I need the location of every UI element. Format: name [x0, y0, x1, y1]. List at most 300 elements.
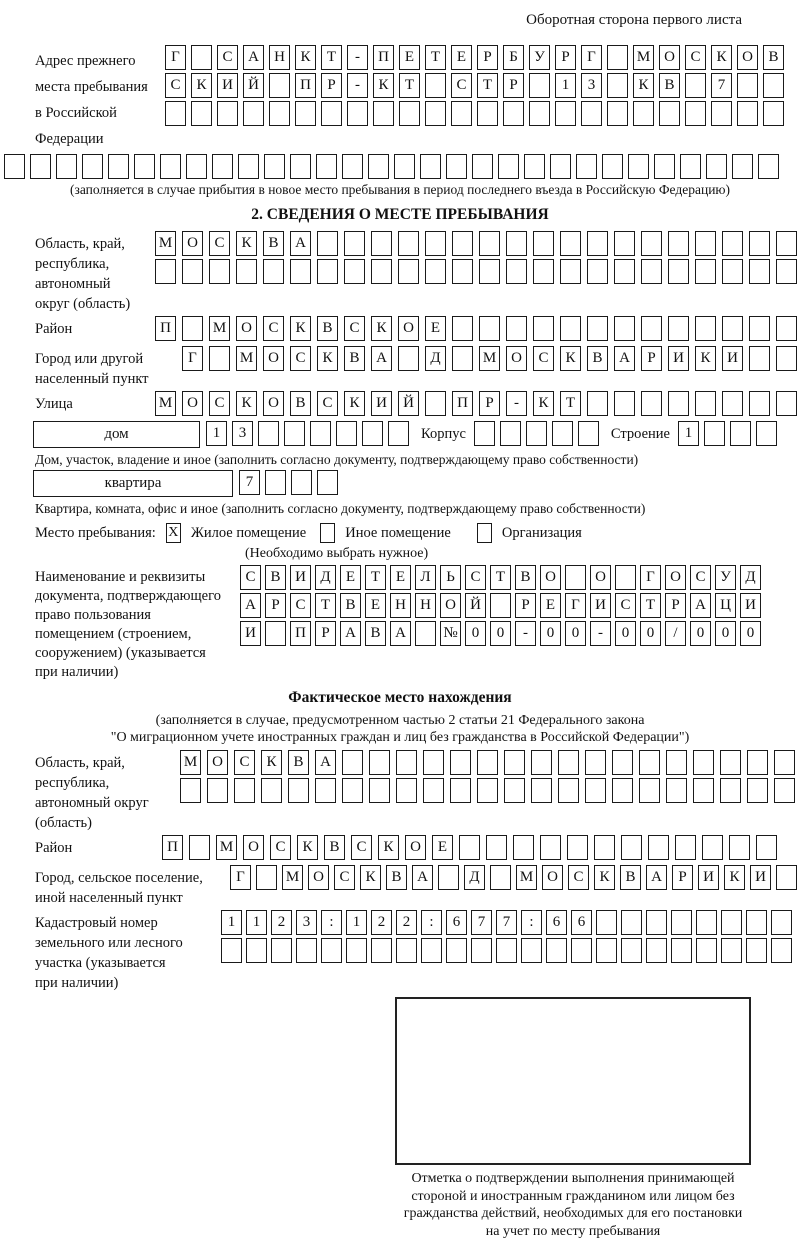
char-box[interactable]	[578, 421, 599, 446]
char-box[interactable]	[371, 231, 392, 256]
char-box[interactable]	[310, 421, 331, 446]
char-box[interactable]	[533, 231, 554, 256]
char-box[interactable]: В	[265, 565, 286, 590]
char-box[interactable]: В	[324, 835, 345, 860]
char-box[interactable]: С	[685, 45, 706, 70]
char-box[interactable]: 1	[221, 910, 242, 935]
char-box[interactable]	[446, 154, 467, 179]
char-box[interactable]: М	[236, 346, 257, 371]
char-box[interactable]	[565, 565, 586, 590]
char-box[interactable]: Г	[640, 565, 661, 590]
char-box[interactable]	[612, 750, 633, 775]
char-box[interactable]: В	[317, 316, 338, 341]
char-box[interactable]	[56, 154, 77, 179]
char-box[interactable]	[533, 259, 554, 284]
char-box[interactable]: О	[542, 865, 563, 890]
char-box[interactable]: О	[263, 346, 284, 371]
char-box[interactable]: Г	[230, 865, 251, 890]
char-box[interactable]	[180, 778, 201, 803]
char-box[interactable]: С	[209, 231, 230, 256]
char-box[interactable]: 0	[640, 621, 661, 646]
char-box[interactable]: К	[290, 316, 311, 341]
char-box[interactable]	[732, 154, 753, 179]
char-box[interactable]: К	[724, 865, 745, 890]
char-box[interactable]	[596, 938, 617, 963]
char-box[interactable]: М	[633, 45, 654, 70]
char-box[interactable]	[721, 938, 742, 963]
char-box[interactable]	[776, 316, 797, 341]
char-box[interactable]: О	[659, 45, 680, 70]
char-box[interactable]: :	[521, 910, 542, 935]
char-box[interactable]: О	[737, 45, 758, 70]
char-box[interactable]	[506, 316, 527, 341]
char-box[interactable]: Е	[340, 565, 361, 590]
char-box[interactable]	[774, 778, 795, 803]
char-box[interactable]	[571, 938, 592, 963]
char-box[interactable]	[615, 565, 636, 590]
char-box[interactable]: И	[722, 346, 743, 371]
char-box[interactable]	[529, 73, 550, 98]
char-box[interactable]: Г	[182, 346, 203, 371]
char-box[interactable]: Н	[390, 593, 411, 618]
char-box[interactable]	[680, 154, 701, 179]
char-box[interactable]: А	[240, 593, 261, 618]
char-box[interactable]: У	[529, 45, 550, 70]
char-box[interactable]: 1	[246, 910, 267, 935]
char-box[interactable]: 7	[711, 73, 732, 98]
char-box[interactable]	[749, 391, 770, 416]
char-box[interactable]: 0	[565, 621, 586, 646]
char-box[interactable]: А	[412, 865, 433, 890]
char-box[interactable]: М	[479, 346, 500, 371]
char-box[interactable]	[560, 316, 581, 341]
char-box[interactable]: Р	[665, 593, 686, 618]
char-box[interactable]	[490, 865, 511, 890]
char-box[interactable]	[420, 154, 441, 179]
char-box[interactable]: В	[365, 621, 386, 646]
char-box[interactable]	[558, 750, 579, 775]
char-box[interactable]: 7	[471, 910, 492, 935]
char-box[interactable]	[696, 938, 717, 963]
char-box[interactable]: Й	[398, 391, 419, 416]
char-box[interactable]: О	[182, 391, 203, 416]
char-box[interactable]	[641, 391, 662, 416]
char-box[interactable]	[315, 778, 336, 803]
char-box[interactable]: В	[587, 346, 608, 371]
char-box[interactable]	[490, 593, 511, 618]
char-box[interactable]	[504, 778, 525, 803]
char-box[interactable]: -	[506, 391, 527, 416]
char-box[interactable]: Й	[243, 73, 264, 98]
char-box[interactable]	[654, 154, 675, 179]
char-box[interactable]	[477, 750, 498, 775]
char-box[interactable]	[737, 101, 758, 126]
char-box[interactable]: К	[533, 391, 554, 416]
char-box[interactable]: А	[390, 621, 411, 646]
char-box[interactable]	[607, 45, 628, 70]
char-box[interactable]: О	[263, 391, 284, 416]
char-box[interactable]: С	[217, 45, 238, 70]
char-box[interactable]	[587, 259, 608, 284]
char-box[interactable]: -	[347, 45, 368, 70]
char-box[interactable]	[265, 470, 286, 495]
char-box[interactable]: К	[371, 316, 392, 341]
char-box[interactable]: 7	[239, 470, 260, 495]
char-box[interactable]	[560, 259, 581, 284]
char-box[interactable]	[776, 231, 797, 256]
char-box[interactable]	[693, 778, 714, 803]
char-box[interactable]	[423, 750, 444, 775]
char-box[interactable]	[421, 938, 442, 963]
char-box[interactable]	[646, 938, 667, 963]
char-box[interactable]: К	[297, 835, 318, 860]
char-box[interactable]	[668, 391, 689, 416]
char-box[interactable]	[552, 421, 573, 446]
char-box[interactable]	[394, 154, 415, 179]
char-box[interactable]	[258, 421, 279, 446]
char-box[interactable]	[685, 73, 706, 98]
char-box[interactable]	[155, 259, 176, 284]
char-box[interactable]: Р	[503, 73, 524, 98]
char-box[interactable]: П	[295, 73, 316, 98]
char-box[interactable]: К	[695, 346, 716, 371]
char-box[interactable]	[706, 154, 727, 179]
char-box[interactable]	[415, 621, 436, 646]
char-box[interactable]: М	[516, 865, 537, 890]
char-box[interactable]: И	[668, 346, 689, 371]
char-box[interactable]	[108, 154, 129, 179]
char-box[interactable]	[423, 778, 444, 803]
char-box[interactable]	[581, 101, 602, 126]
char-box[interactable]	[666, 778, 687, 803]
char-box[interactable]	[284, 421, 305, 446]
char-box[interactable]: 2	[396, 910, 417, 935]
char-box[interactable]	[369, 778, 390, 803]
char-box[interactable]	[342, 750, 363, 775]
char-box[interactable]: К	[594, 865, 615, 890]
char-box[interactable]: К	[711, 45, 732, 70]
char-box[interactable]	[165, 101, 186, 126]
char-box[interactable]	[614, 259, 635, 284]
char-box[interactable]: С	[317, 391, 338, 416]
char-box[interactable]: 1	[346, 910, 367, 935]
char-box[interactable]: С	[290, 346, 311, 371]
char-box[interactable]	[269, 101, 290, 126]
char-box[interactable]: Г	[565, 593, 586, 618]
char-box[interactable]: А	[614, 346, 635, 371]
char-box[interactable]	[486, 835, 507, 860]
char-box[interactable]	[776, 259, 797, 284]
char-box[interactable]	[264, 154, 285, 179]
char-box[interactable]	[737, 73, 758, 98]
char-box[interactable]: С	[615, 593, 636, 618]
char-box[interactable]	[646, 910, 667, 935]
char-box[interactable]: Р	[477, 45, 498, 70]
char-box[interactable]	[398, 259, 419, 284]
char-box[interactable]	[477, 778, 498, 803]
char-box[interactable]: О	[405, 835, 426, 860]
char-box[interactable]	[425, 231, 446, 256]
char-box[interactable]	[316, 154, 337, 179]
char-box[interactable]: 3	[296, 910, 317, 935]
char-box[interactable]	[695, 316, 716, 341]
char-box[interactable]	[317, 259, 338, 284]
char-box[interactable]: Р	[672, 865, 693, 890]
char-box[interactable]	[695, 391, 716, 416]
char-box[interactable]	[452, 316, 473, 341]
char-box[interactable]	[479, 316, 500, 341]
char-box[interactable]	[234, 778, 255, 803]
char-box[interactable]: М	[155, 391, 176, 416]
char-box[interactable]: 3	[232, 421, 253, 446]
char-box[interactable]	[450, 750, 471, 775]
char-box[interactable]: К	[295, 45, 316, 70]
char-box[interactable]	[747, 750, 768, 775]
char-box[interactable]	[425, 73, 446, 98]
char-box[interactable]	[451, 101, 472, 126]
char-box[interactable]	[675, 835, 696, 860]
char-box[interactable]	[290, 259, 311, 284]
char-box[interactable]	[774, 750, 795, 775]
apartment-type-box[interactable]: квартира	[33, 470, 233, 497]
char-box[interactable]: О	[207, 750, 228, 775]
char-box[interactable]: Р	[265, 593, 286, 618]
char-box[interactable]: В	[659, 73, 680, 98]
char-box[interactable]	[212, 154, 233, 179]
char-box[interactable]	[594, 835, 615, 860]
char-box[interactable]	[521, 938, 542, 963]
char-box[interactable]	[321, 938, 342, 963]
char-box[interactable]: К	[378, 835, 399, 860]
char-box[interactable]: И	[371, 391, 392, 416]
char-box[interactable]: Е	[432, 835, 453, 860]
char-box[interactable]: К	[560, 346, 581, 371]
char-box[interactable]	[524, 154, 545, 179]
char-box[interactable]: С	[334, 865, 355, 890]
char-box[interactable]: Д	[740, 565, 761, 590]
char-box[interactable]	[668, 316, 689, 341]
char-box[interactable]	[477, 101, 498, 126]
char-box[interactable]	[30, 154, 51, 179]
char-box[interactable]: 0	[490, 621, 511, 646]
char-box[interactable]	[771, 938, 792, 963]
char-box[interactable]	[160, 154, 181, 179]
char-box[interactable]	[776, 865, 797, 890]
char-box[interactable]	[696, 910, 717, 935]
char-box[interactable]	[396, 750, 417, 775]
char-box[interactable]	[555, 101, 576, 126]
char-box[interactable]	[296, 938, 317, 963]
char-box[interactable]	[295, 101, 316, 126]
char-box[interactable]	[648, 835, 669, 860]
char-box[interactable]: В	[386, 865, 407, 890]
char-box[interactable]: 7	[496, 910, 517, 935]
char-box[interactable]	[776, 346, 797, 371]
char-box[interactable]	[446, 938, 467, 963]
char-box[interactable]	[399, 101, 420, 126]
char-box[interactable]	[243, 101, 264, 126]
char-box[interactable]: Г	[165, 45, 186, 70]
char-box[interactable]	[639, 778, 660, 803]
char-box[interactable]: И	[750, 865, 771, 890]
char-box[interactable]: Р	[515, 593, 536, 618]
char-box[interactable]: Б	[503, 45, 524, 70]
char-box[interactable]: /	[665, 621, 686, 646]
char-box[interactable]: Ц	[715, 593, 736, 618]
char-box[interactable]: Т	[477, 73, 498, 98]
char-box[interactable]	[246, 938, 267, 963]
char-box[interactable]	[134, 154, 155, 179]
char-box[interactable]: И	[217, 73, 238, 98]
char-box[interactable]	[472, 154, 493, 179]
char-box[interactable]	[614, 316, 635, 341]
char-box[interactable]	[344, 231, 365, 256]
char-box[interactable]	[189, 835, 210, 860]
char-box[interactable]: К	[373, 73, 394, 98]
char-box[interactable]	[506, 259, 527, 284]
char-box[interactable]	[567, 835, 588, 860]
char-box[interactable]	[236, 259, 257, 284]
char-box[interactable]: В	[340, 593, 361, 618]
char-box[interactable]	[344, 259, 365, 284]
char-box[interactable]	[749, 231, 770, 256]
char-box[interactable]: М	[282, 865, 303, 890]
char-box[interactable]	[238, 154, 259, 179]
char-box[interactable]	[668, 231, 689, 256]
char-box[interactable]	[628, 154, 649, 179]
char-box[interactable]: С	[165, 73, 186, 98]
char-box[interactable]	[459, 835, 480, 860]
char-box[interactable]: В	[620, 865, 641, 890]
char-box[interactable]: Р	[321, 73, 342, 98]
char-box[interactable]	[693, 750, 714, 775]
char-box[interactable]	[585, 750, 606, 775]
char-box[interactable]	[671, 938, 692, 963]
char-box[interactable]: С	[690, 565, 711, 590]
char-box[interactable]: П	[373, 45, 394, 70]
char-box[interactable]	[450, 778, 471, 803]
char-box[interactable]	[607, 73, 628, 98]
char-box[interactable]	[503, 101, 524, 126]
char-box[interactable]	[290, 154, 311, 179]
char-box[interactable]: 6	[446, 910, 467, 935]
char-box[interactable]	[612, 778, 633, 803]
char-box[interactable]: -	[347, 73, 368, 98]
char-box[interactable]: 2	[371, 910, 392, 935]
char-box[interactable]: К	[360, 865, 381, 890]
char-box[interactable]	[209, 346, 230, 371]
char-box[interactable]	[621, 835, 642, 860]
char-box[interactable]	[500, 421, 521, 446]
char-box[interactable]	[269, 73, 290, 98]
char-box[interactable]: С	[568, 865, 589, 890]
char-box[interactable]	[666, 750, 687, 775]
char-box[interactable]: Д	[464, 865, 485, 890]
checkbox-organization[interactable]	[477, 523, 492, 543]
char-box[interactable]	[720, 750, 741, 775]
char-box[interactable]	[614, 391, 635, 416]
char-box[interactable]	[722, 391, 743, 416]
char-box[interactable]: В	[263, 231, 284, 256]
char-box[interactable]: Е	[365, 593, 386, 618]
char-box[interactable]: 0	[690, 621, 711, 646]
char-box[interactable]: И	[240, 621, 261, 646]
char-box[interactable]: В	[515, 565, 536, 590]
char-box[interactable]: О	[540, 565, 561, 590]
char-box[interactable]: П	[162, 835, 183, 860]
char-box[interactable]	[668, 259, 689, 284]
char-box[interactable]	[191, 45, 212, 70]
char-box[interactable]	[342, 778, 363, 803]
char-box[interactable]: К	[633, 73, 654, 98]
char-box[interactable]: Т	[399, 73, 420, 98]
char-box[interactable]: Т	[321, 45, 342, 70]
checkbox-other-premises[interactable]	[320, 523, 335, 543]
char-box[interactable]	[639, 750, 660, 775]
char-box[interactable]	[560, 231, 581, 256]
char-box[interactable]	[271, 938, 292, 963]
char-box[interactable]	[342, 154, 363, 179]
char-box[interactable]: Р	[555, 45, 576, 70]
char-box[interactable]	[776, 391, 797, 416]
char-box[interactable]: А	[290, 231, 311, 256]
char-box[interactable]: Е	[425, 316, 446, 341]
char-box[interactable]	[546, 938, 567, 963]
char-box[interactable]: О	[506, 346, 527, 371]
char-box[interactable]	[576, 154, 597, 179]
char-box[interactable]: К	[261, 750, 282, 775]
char-box[interactable]	[425, 259, 446, 284]
char-box[interactable]: Е	[540, 593, 561, 618]
char-box[interactable]	[182, 259, 203, 284]
char-box[interactable]	[388, 421, 409, 446]
char-box[interactable]	[756, 421, 777, 446]
char-box[interactable]: А	[315, 750, 336, 775]
char-box[interactable]: М	[216, 835, 237, 860]
char-box[interactable]: О	[398, 316, 419, 341]
char-box[interactable]: Л	[415, 565, 436, 590]
char-box[interactable]: Ь	[440, 565, 461, 590]
char-box[interactable]	[695, 231, 716, 256]
char-box[interactable]	[256, 865, 277, 890]
char-box[interactable]	[368, 154, 389, 179]
char-box[interactable]	[771, 910, 792, 935]
char-box[interactable]	[746, 938, 767, 963]
char-box[interactable]	[722, 259, 743, 284]
char-box[interactable]	[749, 346, 770, 371]
char-box[interactable]	[711, 101, 732, 126]
char-box[interactable]	[396, 938, 417, 963]
char-box[interactable]: Р	[479, 391, 500, 416]
char-box[interactable]	[217, 101, 238, 126]
char-box[interactable]	[747, 778, 768, 803]
char-box[interactable]: С	[234, 750, 255, 775]
char-box[interactable]	[526, 421, 547, 446]
char-box[interactable]	[587, 391, 608, 416]
char-box[interactable]	[685, 101, 706, 126]
char-box[interactable]: В	[344, 346, 365, 371]
char-box[interactable]: О	[182, 231, 203, 256]
char-box[interactable]	[191, 101, 212, 126]
char-box[interactable]: В	[290, 391, 311, 416]
char-box[interactable]	[438, 865, 459, 890]
char-box[interactable]: 0	[465, 621, 486, 646]
char-box[interactable]: С	[270, 835, 291, 860]
char-box[interactable]: И	[590, 593, 611, 618]
char-box[interactable]: 1	[555, 73, 576, 98]
char-box[interactable]	[207, 778, 228, 803]
char-box[interactable]: 2	[271, 910, 292, 935]
